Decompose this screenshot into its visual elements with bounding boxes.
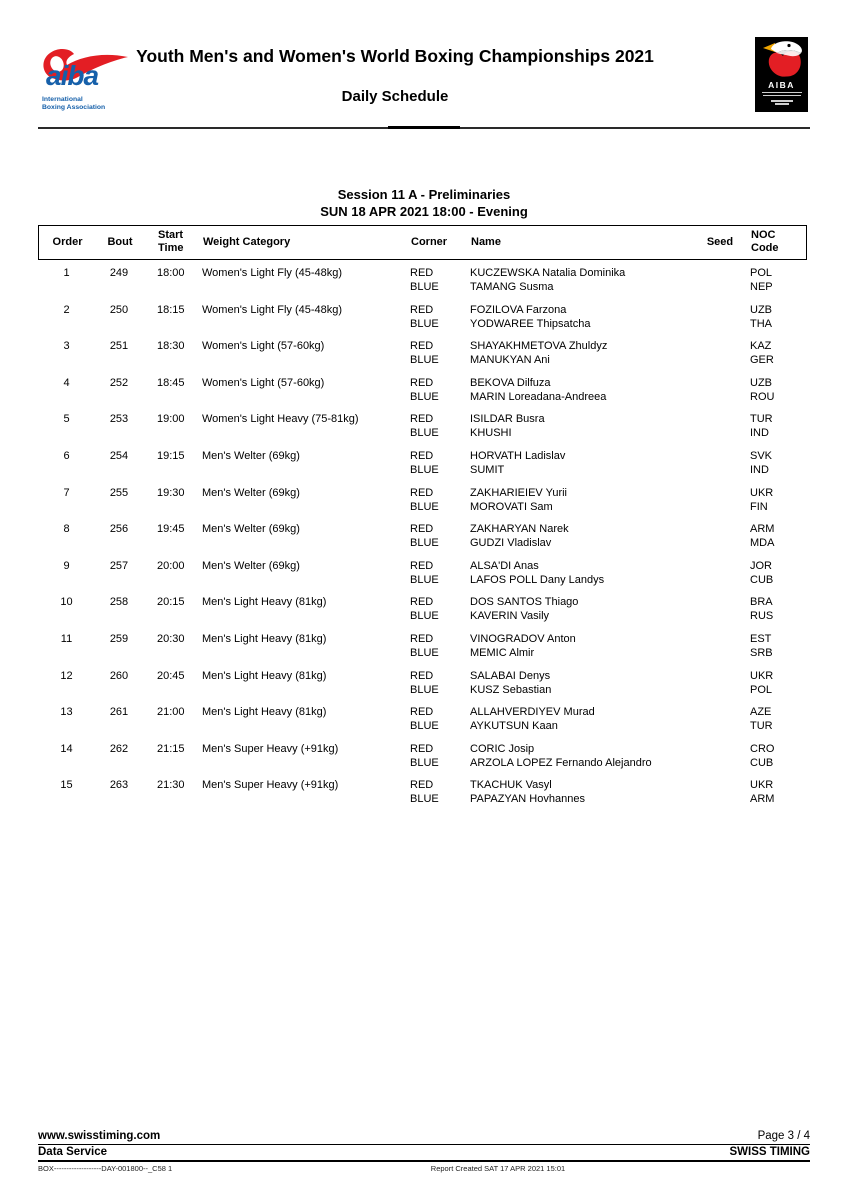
red-noc-cell: AZE: [750, 706, 772, 719]
bout-cell: 259: [109, 632, 129, 645]
bout-cell: 252: [109, 376, 129, 389]
red-name-cell: FOZILOVA Farzona: [470, 303, 567, 316]
red-seed-cell: [688, 449, 750, 463]
red-corner-label: RED: [410, 632, 434, 645]
weight-cell: Men's Super Heavy (+91kg): [202, 742, 339, 755]
bout-row: [38, 632, 808, 660]
blue-name-cell: KHUSHI: [470, 427, 512, 440]
time-cell: 19:45: [157, 523, 185, 536]
bout-row: [38, 669, 808, 697]
red-noc-cell: UZB: [750, 303, 772, 316]
blue-corner-label: BLUE: [410, 793, 439, 806]
blue-corner-label: BLUE: [410, 500, 439, 513]
red-seed-cell: [688, 412, 750, 426]
blue-corner-label: BLUE: [410, 646, 439, 659]
blue-name-cell: KAVERIN Vasily: [470, 610, 550, 623]
weight-cell: Men's Welter (69kg): [202, 523, 300, 536]
red-corner-label: RED: [410, 559, 434, 572]
footer-page-number: Page 3 / 4: [757, 1130, 810, 1142]
footer-website: www.swisstiming.com: [38, 1130, 161, 1142]
red-seed-cell: [688, 486, 750, 500]
order-cell: 4: [63, 376, 70, 389]
weight-cell: Men's Super Heavy (+91kg): [202, 779, 339, 792]
red-seed-cell: [688, 339, 750, 353]
red-seed-cell: [688, 376, 750, 390]
bout-cell: 260: [109, 669, 129, 682]
red-corner-label: RED: [410, 449, 434, 462]
red-noc-cell: POL: [750, 267, 773, 279]
blue-seed-cell: [688, 792, 750, 806]
red-corner-label: RED: [410, 486, 434, 499]
blue-noc-cell: GER: [750, 354, 774, 367]
blue-corner-label: BLUE: [410, 610, 439, 623]
red-seed-cell: [688, 522, 750, 536]
order-cell: 8: [63, 523, 70, 536]
blue-seed-cell: [688, 573, 750, 587]
red-corner-label: RED: [410, 669, 434, 682]
red-seed-cell: [688, 303, 750, 317]
red-name-cell: VINOGRADOV Anton: [470, 632, 576, 645]
blue-name-cell: YODWAREE Thipsatcha: [470, 317, 591, 330]
order-cell: 9: [63, 559, 70, 572]
bout-row: [38, 412, 808, 440]
red-seed-cell: [688, 778, 750, 792]
blue-noc-cell: FIN: [750, 500, 768, 513]
schedule-header-row: [38, 225, 807, 260]
red-noc-cell: SVK: [750, 449, 773, 462]
bout-row: [38, 486, 808, 514]
blue-corner-label: BLUE: [410, 463, 439, 476]
red-name-cell: TKACHUK Vasyl: [470, 779, 552, 792]
time-cell: 21:00: [157, 706, 185, 719]
order-cell: 14: [60, 742, 73, 755]
red-noc-cell: UKR: [750, 779, 774, 792]
aiba-caption-line2: Boxing Association: [42, 104, 106, 111]
weight-cell: Men's Welter (69kg): [202, 449, 300, 462]
footer-doc-code: BOX-------------------DAY-001800--_C58 1: [38, 1164, 173, 1173]
logo-fineprint-bar: [771, 100, 793, 102]
blue-noc-cell: CUB: [750, 573, 774, 586]
red-corner-label: RED: [410, 340, 434, 353]
red-name-cell: KUCZEWSKA Natalia Dominika: [470, 267, 626, 279]
red-noc-cell: UKR: [750, 486, 774, 499]
bout-cell: 254: [109, 449, 129, 462]
blue-name-cell: MANUKYAN Ani: [470, 354, 550, 367]
red-noc-cell: TUR: [750, 413, 773, 426]
blue-seed-cell: [688, 536, 750, 550]
red-corner-label: RED: [410, 742, 434, 755]
aiba-caption: [42, 96, 105, 112]
blue-noc-cell: IND: [750, 463, 769, 476]
blue-seed-cell: [688, 646, 750, 660]
bout-cell: 250: [109, 303, 129, 316]
blue-name-cell: GUDZI Vladislav: [470, 537, 552, 550]
session-title: Session 11 A - Preliminaries: [337, 187, 511, 202]
weight-cell: Women's Light (57-60kg): [202, 340, 325, 353]
red-corner-label: RED: [410, 413, 434, 426]
bout-row: [38, 705, 808, 733]
bout-row: [38, 522, 808, 550]
blue-noc-cell: CUB: [750, 756, 774, 769]
blue-corner-label: BLUE: [410, 427, 439, 440]
red-corner-label: RED: [410, 267, 434, 279]
blue-corner-label: BLUE: [410, 281, 439, 293]
col-header-start-time: Start Time: [158, 229, 184, 254]
red-name-cell: CORIC Josip: [470, 742, 535, 755]
red-corner-label: RED: [410, 596, 434, 609]
blue-name-cell: TAMANG Susma: [470, 281, 554, 293]
blue-name-cell: ARZOLA LOPEZ Fernando Alejandro: [470, 756, 652, 769]
blue-corner-label: BLUE: [410, 537, 439, 550]
red-corner-label: RED: [410, 523, 434, 536]
weight-cell: Men's Welter (69kg): [202, 559, 300, 572]
col-header-corner: Corner: [411, 235, 448, 248]
blue-noc-cell: ARM: [750, 793, 775, 806]
red-seed-cell: [688, 595, 750, 609]
red-seed-cell: [688, 559, 750, 573]
session-datetime: SUN 18 APR 2021 18:00 - Evening: [320, 204, 528, 219]
blue-seed-cell: [688, 317, 750, 331]
time-cell: 20:30: [157, 632, 185, 645]
col-header-bout: Bout: [107, 235, 133, 248]
red-noc-cell: JOR: [750, 559, 772, 572]
red-name-cell: SALABAI Denys: [470, 669, 551, 682]
footer-report-created: Report Created SAT 17 APR 2021 15:01: [430, 1164, 566, 1173]
blue-name-cell: AYKUTSUN Kaan: [470, 720, 558, 733]
blue-seed-cell: [688, 683, 750, 697]
red-noc-cell: BRA: [750, 596, 773, 609]
blue-noc-cell: POL: [750, 683, 773, 696]
championship-logo: [755, 37, 808, 112]
order-cell: 13: [60, 706, 73, 719]
bout-row: [38, 742, 808, 770]
aiba-wordmark: aiba: [46, 60, 99, 91]
red-corner-label: RED: [410, 376, 434, 389]
time-cell: 20:45: [157, 669, 185, 682]
blue-noc-cell: SRB: [750, 646, 773, 659]
weight-cell: Women's Light Fly (45-48kg): [202, 267, 343, 279]
blue-corner-label: BLUE: [410, 756, 439, 769]
blue-noc-cell: THA: [750, 317, 772, 330]
header-divider: [38, 127, 810, 129]
blue-noc-cell: NEP: [750, 281, 773, 293]
blue-corner-label: BLUE: [410, 317, 439, 330]
red-noc-cell: UKR: [750, 669, 774, 682]
weight-cell: Women's Light Fly (45-48kg): [202, 303, 343, 316]
bout-cell: 251: [109, 340, 129, 353]
blue-name-cell: KUSZ Sebastian: [470, 683, 552, 696]
col-header-order: Order: [52, 235, 83, 248]
footer-service: Data Service: [38, 1146, 108, 1158]
blue-noc-cell: IND: [750, 427, 769, 440]
red-name-cell: ZAKHARIEIEV Yurii: [470, 486, 567, 499]
footer-brand: SWISS TIMING: [729, 1146, 810, 1158]
red-corner-label: RED: [410, 779, 434, 792]
blue-seed-cell: [688, 280, 750, 294]
time-cell: 18:15: [157, 303, 185, 316]
bout-cell: 253: [109, 413, 129, 426]
bout-cell: 263: [109, 779, 129, 792]
blue-corner-label: BLUE: [410, 683, 439, 696]
bout-row: [38, 339, 808, 367]
bout-row: [38, 559, 808, 587]
blue-seed-cell: [688, 426, 750, 440]
blue-seed-cell: [688, 756, 750, 770]
weight-cell: Women's Light Heavy (75-81kg): [202, 413, 359, 426]
bout-row: [38, 266, 808, 294]
red-name-cell: ALLAHVERDIYEV Murad: [470, 706, 595, 719]
blue-name-cell: MOROVATI Sam: [470, 500, 553, 513]
blue-seed-cell: [688, 353, 750, 367]
red-corner-label: RED: [410, 303, 434, 316]
blue-seed-cell: [688, 719, 750, 733]
time-cell: 18:30: [157, 340, 185, 353]
order-cell: 11: [60, 632, 73, 645]
red-name-cell: DOS SANTOS Thiago: [470, 596, 579, 609]
red-noc-cell: UZB: [750, 376, 772, 389]
bout-cell: 257: [109, 559, 129, 572]
footer-row-meta: [38, 1164, 810, 1173]
bout-row: [38, 303, 808, 331]
order-cell: 12: [60, 669, 73, 682]
bout-row: [38, 595, 808, 623]
blue-name-cell: SUMIT: [470, 463, 505, 476]
page-subtitle: Daily Schedule: [341, 88, 449, 105]
time-cell: 21:15: [157, 742, 185, 755]
weight-cell: Men's Light Heavy (81kg): [202, 669, 327, 682]
red-name-cell: ALSA'DI Anas: [470, 559, 539, 572]
red-name-cell: SHAYAKHMETOVA Zhuldyz: [470, 340, 608, 353]
bout-cell: 255: [109, 486, 129, 499]
blue-name-cell: MEMIC Almir: [470, 646, 535, 659]
blue-corner-label: BLUE: [410, 390, 439, 403]
logo-fineprint-bar: [762, 92, 802, 94]
col-header-noc-code: NOC Code: [751, 229, 779, 254]
red-name-cell: ISILDAR Busra: [470, 413, 545, 426]
order-cell: 5: [63, 413, 70, 426]
red-noc-cell: ARM: [750, 523, 775, 536]
weight-cell: Men's Welter (69kg): [202, 486, 300, 499]
blue-noc-cell: TUR: [750, 720, 773, 733]
red-noc-cell: KAZ: [750, 340, 772, 353]
bout-cell: 256: [109, 523, 129, 536]
logo-fineprint-bar: [775, 103, 789, 105]
page-title: Youth Men's and Women's World Boxing Championships 2021: [136, 46, 654, 66]
order-cell: 1: [63, 267, 70, 279]
blue-corner-label: BLUE: [410, 573, 439, 586]
blue-seed-cell: [688, 390, 750, 404]
blue-noc-cell: RUS: [750, 610, 774, 623]
order-cell: 15: [60, 779, 73, 792]
weight-cell: Men's Light Heavy (81kg): [202, 596, 327, 609]
session-heading: [0, 186, 848, 220]
time-cell: 19:15: [157, 449, 185, 462]
time-cell: 20:00: [157, 559, 185, 572]
red-name-cell: ZAKHARYAN Narek: [470, 523, 569, 536]
bout-row: [38, 778, 808, 806]
blue-seed-cell: [688, 463, 750, 477]
footer-row-service: [38, 1146, 810, 1162]
blue-name-cell: LAFOS POLL Dany Landys: [470, 573, 605, 586]
bout-row: [38, 376, 808, 404]
weight-cell: Men's Light Heavy (81kg): [202, 706, 327, 719]
time-cell: 19:00: [157, 413, 185, 426]
blue-corner-label: BLUE: [410, 720, 439, 733]
bout-cell: 261: [109, 706, 129, 719]
col-header-name: Name: [471, 235, 501, 248]
bout-cell: 249: [109, 267, 129, 279]
time-cell: 20:15: [157, 596, 185, 609]
order-cell: 3: [63, 340, 70, 353]
order-cell: 2: [63, 303, 70, 316]
col-header-weight-category: Weight Category: [203, 235, 291, 248]
red-noc-cell: CRO: [750, 742, 775, 755]
header-divider-center-mark: [388, 126, 460, 129]
blue-name-cell: PAPAZYAN Hovhannes: [470, 793, 585, 806]
eagle-icon: [759, 37, 805, 79]
red-name-cell: BEKOVA Dilfuza: [470, 376, 551, 389]
blue-seed-cell: [688, 500, 750, 514]
red-noc-cell: EST: [750, 632, 772, 645]
weight-cell: Women's Light (57-60kg): [202, 376, 325, 389]
logo-fineprint-bar: [763, 95, 801, 97]
footer-row-website: [38, 1130, 810, 1145]
red-seed-cell: [688, 266, 750, 280]
schedule-body: [38, 266, 808, 815]
bout-row: [38, 449, 808, 477]
time-cell: 19:30: [157, 486, 185, 499]
championship-logo-label: AIBA: [768, 80, 795, 90]
time-cell: 21:30: [157, 779, 185, 792]
time-cell: 18:45: [157, 376, 185, 389]
red-seed-cell: [688, 669, 750, 683]
time-cell: 18:00: [157, 267, 185, 279]
weight-cell: Men's Light Heavy (81kg): [202, 632, 327, 645]
red-seed-cell: [688, 742, 750, 756]
red-name-cell: HORVATH Ladislav: [470, 449, 566, 462]
col-header-seed: Seed: [706, 235, 734, 248]
order-cell: 7: [63, 486, 70, 499]
order-cell: 10: [60, 596, 73, 609]
red-corner-label: RED: [410, 706, 434, 719]
bout-cell: 258: [109, 596, 129, 609]
red-seed-cell: [688, 632, 750, 646]
order-cell: 6: [63, 449, 70, 462]
blue-seed-cell: [688, 609, 750, 623]
blue-noc-cell: MDA: [750, 537, 775, 550]
blue-noc-cell: ROU: [750, 390, 775, 403]
bout-cell: 262: [109, 742, 129, 755]
blue-name-cell: MARIN Loreadana-Andreea: [470, 390, 607, 403]
blue-corner-label: BLUE: [410, 354, 439, 367]
aiba-logo: [38, 44, 130, 114]
red-seed-cell: [688, 705, 750, 719]
aiba-caption-line1: International: [42, 96, 83, 103]
